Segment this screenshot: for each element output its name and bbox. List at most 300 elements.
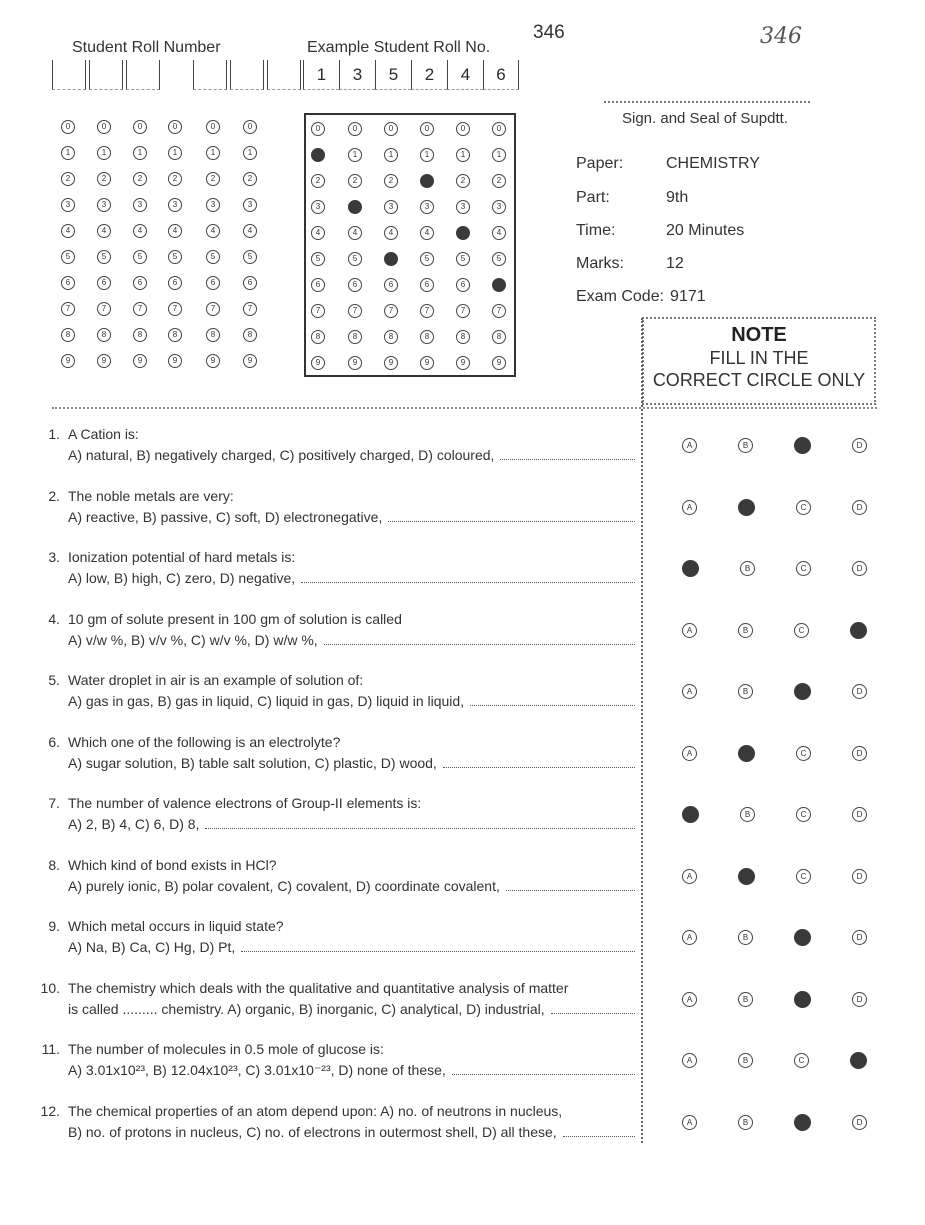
answer-bubble-c[interactable]: C <box>796 869 811 884</box>
answer-bubble-d[interactable]: D <box>852 869 867 884</box>
question-options-row <box>68 568 635 588</box>
roll-digit-bubble[interactable]: 0 <box>206 120 220 134</box>
question-options-row <box>68 999 635 1019</box>
roll-digit-bubble[interactable]: 6 <box>168 276 182 290</box>
roll-bubble-column[interactable] <box>97 120 111 368</box>
question-options: A) 2, B) 4, C) 6, D) 8, <box>68 816 200 832</box>
example-bubble-column <box>384 122 398 370</box>
roll-digit-bubble[interactable]: 4 <box>243 224 257 238</box>
answer-bubble-b[interactable] <box>738 499 755 516</box>
roll-digit-bubble[interactable]: 1 <box>243 146 257 160</box>
example-digit-bubble: 7 <box>492 304 506 318</box>
info-label: Exam Code: <box>576 288 665 305</box>
example-digit-bubble: 0 <box>311 122 325 136</box>
example-digit: 5 <box>375 60 411 90</box>
roll-digit-bubble[interactable]: 0 <box>243 120 257 134</box>
question-text: Which metal occurs in liquid state? <box>68 918 284 934</box>
roll-digit-box[interactable] <box>230 60 264 90</box>
info-time <box>576 222 744 240</box>
roll-digit-bubble[interactable]: 1 <box>168 146 182 160</box>
roll-digit-bubble[interactable]: 7 <box>61 302 75 316</box>
example-digit-bubble <box>348 200 362 214</box>
answer-bubble-c[interactable]: C <box>796 561 811 576</box>
roll-digit-bubble[interactable]: 5 <box>243 250 257 264</box>
roll-digit-bubble[interactable]: 1 <box>61 146 75 160</box>
example-digit-bubble: 7 <box>384 304 398 318</box>
answer-bubble-a[interactable]: A <box>682 438 697 453</box>
question-item <box>30 609 635 651</box>
roll-digit-box[interactable] <box>193 60 227 90</box>
question-options: A) low, B) high, C) zero, D) negative, <box>68 570 296 586</box>
example-digit-bubble: 3 <box>492 200 506 214</box>
answer-bubble-row[interactable] <box>682 746 908 762</box>
example-bubble-column <box>311 122 325 370</box>
answer-bubble-row[interactable] <box>682 807 908 823</box>
question-options-row <box>68 507 635 527</box>
answer-bubble-b[interactable]: B <box>738 623 753 638</box>
roll-digit-bubble[interactable]: 6 <box>206 276 220 290</box>
answer-leader-dots <box>241 937 635 952</box>
question-item <box>30 424 635 466</box>
example-digit-bubble: 2 <box>384 174 398 188</box>
example-digit-bubble: 5 <box>492 252 506 266</box>
answer-bubble-b[interactable]: B <box>738 930 753 945</box>
question-item <box>30 1101 635 1143</box>
example-digit-bubble: 0 <box>492 122 506 136</box>
roll-digit-bubble[interactable]: 3 <box>97 198 111 212</box>
roll-digit-bubble[interactable]: 2 <box>133 172 147 186</box>
question-text: 10 gm of solute present in 100 gm of solution is called <box>68 610 402 627</box>
info-exam-code <box>576 288 706 306</box>
info-paper <box>576 155 760 173</box>
example-bubble-column <box>420 122 434 370</box>
answer-leader-dots <box>563 1122 635 1137</box>
answer-bubble-a[interactable]: A <box>682 930 697 945</box>
example-digit-bubble: 6 <box>348 278 362 292</box>
example-digit-bubble: 8 <box>492 330 506 344</box>
answer-bubble-c[interactable]: C <box>794 623 809 638</box>
roll-bubble-column[interactable] <box>61 120 75 368</box>
example-digit: 2 <box>411 60 447 90</box>
question-text: Water droplet in air is an example of solution of: <box>68 672 364 688</box>
roll-bubble-column[interactable] <box>133 120 147 368</box>
question-number: 9. <box>48 918 60 934</box>
question-options-row <box>68 691 635 711</box>
info-value: 9th <box>666 189 689 206</box>
answer-bubble-c[interactable]: C <box>796 807 811 822</box>
question-item <box>30 670 635 712</box>
question-options: A) natural, B) negatively charged, C) positively charged, D) coloured, <box>68 447 495 463</box>
question-text: The noble metals are very: <box>68 487 234 504</box>
info-label: Paper: <box>576 155 624 172</box>
answer-bubble-c[interactable]: C <box>796 746 811 761</box>
example-digit-bubble: 6 <box>311 278 325 292</box>
answer-leader-dots <box>452 1060 635 1075</box>
answer-bubble-d[interactable] <box>850 1052 867 1069</box>
example-digit-bubble: 4 <box>311 226 325 240</box>
info-label: Part: <box>576 189 610 206</box>
example-digit-bubble <box>420 174 434 188</box>
question-text: Which one of the following is an electrolyte? <box>68 733 341 750</box>
roll-digit-bubble[interactable]: 7 <box>168 302 182 316</box>
example-roll-title: Example Student Roll No. <box>307 39 491 56</box>
question-text: The number of valence electrons of Group-II elements is: <box>68 795 422 811</box>
answer-bubble-a[interactable]: A <box>682 623 697 638</box>
answer-bubble-d[interactable] <box>850 622 867 639</box>
answer-leader-dots <box>301 568 635 583</box>
example-digit-bubble: 7 <box>456 304 470 318</box>
example-digit-bubble: 8 <box>420 330 434 344</box>
question-number: 10. <box>40 979 60 996</box>
question-item <box>30 793 635 835</box>
answer-bubble-d[interactable]: D <box>852 561 867 576</box>
answer-leader-dots <box>443 753 635 768</box>
sheet-number: 346 <box>533 22 565 43</box>
answer-bubble-a[interactable] <box>682 806 699 823</box>
roll-digit-bubble[interactable]: 8 <box>206 328 220 342</box>
roll-digit-bubble[interactable]: 3 <box>168 198 182 212</box>
answer-bubble-d[interactable]: D <box>852 807 867 822</box>
roll-digit-bubble[interactable]: 0 <box>168 120 182 134</box>
answer-leader-dots <box>324 630 635 645</box>
roll-digit-bubble[interactable]: 5 <box>206 250 220 264</box>
question-options-row <box>68 630 635 650</box>
answer-bubble-a[interactable]: A <box>682 992 697 1007</box>
example-digit-bubble: 9 <box>348 356 362 370</box>
answer-bubble-row[interactable] <box>682 869 908 885</box>
roll-digit-bubble[interactable]: 3 <box>133 198 147 212</box>
roll-digit-bubble[interactable]: 5 <box>61 250 75 264</box>
roll-digit-box[interactable] <box>52 60 86 90</box>
answer-bubble-row[interactable] <box>682 1053 908 1069</box>
example-digit-bubble: 9 <box>311 356 325 370</box>
roll-bubble-column[interactable] <box>243 120 257 368</box>
example-digit-bubble: 1 <box>456 148 470 162</box>
answer-bubble-d[interactable]: D <box>852 438 867 453</box>
question-number: 5. <box>48 672 60 688</box>
roll-digit-bubble[interactable]: 6 <box>61 276 75 290</box>
example-digit: 3 <box>339 60 375 90</box>
roll-digit-bubble[interactable]: 2 <box>206 172 220 186</box>
example-digit-bubble: 7 <box>348 304 362 318</box>
example-digit-bubble: 1 <box>348 148 362 162</box>
answer-bubble-c[interactable] <box>794 929 811 946</box>
roll-digit-box[interactable] <box>267 60 301 90</box>
answer-bubble-a[interactable]: A <box>682 1053 697 1068</box>
example-digit: 6 <box>483 60 519 90</box>
roll-digit-bubble[interactable]: 2 <box>243 172 257 186</box>
answer-bubble-b[interactable]: B <box>740 807 755 822</box>
question-text: A Cation is: <box>68 426 139 442</box>
question-number: 7. <box>48 795 60 811</box>
question-item <box>30 916 635 958</box>
question-number: 8. <box>48 856 60 873</box>
example-digit-bubble: 2 <box>456 174 470 188</box>
question-options-row <box>68 445 635 465</box>
roll-digit-bubble[interactable]: 8 <box>97 328 111 342</box>
answer-bubble-b[interactable] <box>738 868 755 885</box>
roll-digit-bubble[interactable]: 4 <box>133 224 147 238</box>
info-value: 9171 <box>670 288 706 305</box>
question-options-row <box>68 753 635 773</box>
answer-leader-dots <box>388 507 635 522</box>
question-item <box>30 1039 635 1081</box>
example-digit-bubble: 2 <box>311 174 325 188</box>
info-value: CHEMISTRY <box>666 155 760 172</box>
example-digit-bubble <box>492 278 506 292</box>
question-text: The chemistry which deals with the qualitative and quantitative analysis of matter <box>68 979 569 996</box>
section-divider <box>52 407 877 409</box>
question-options: A) v/w %, B) v/v %, C) w/v %, D) w/w %, <box>68 631 318 648</box>
roll-digit-bubble[interactable]: 2 <box>168 172 182 186</box>
example-digit-bubble: 0 <box>420 122 434 136</box>
roll-digit-bubble[interactable]: 2 <box>61 172 75 186</box>
example-digit-bubble: 4 <box>492 226 506 240</box>
roll-digit-bubble[interactable]: 9 <box>243 354 257 368</box>
answer-bubble-row[interactable] <box>682 500 908 516</box>
example-digit-bubble: 4 <box>348 226 362 240</box>
example-digit-bubble: 0 <box>384 122 398 136</box>
example-digit-bubble <box>384 252 398 266</box>
question-options-row <box>68 1122 635 1142</box>
question-options-row <box>68 876 635 896</box>
answer-bubble-b[interactable]: B <box>738 1053 753 1068</box>
answer-bubble-d[interactable]: D <box>852 500 867 515</box>
roll-digit-bubble[interactable]: 6 <box>243 276 257 290</box>
question-options: A) gas in gas, B) gas in liquid, C) liquid in gas, D) liquid in liquid, <box>68 693 465 709</box>
answer-bubble-c[interactable]: C <box>794 1053 809 1068</box>
answer-bubble-c[interactable] <box>794 683 811 700</box>
example-digit-bubble: 0 <box>348 122 362 136</box>
answer-bubble-row[interactable] <box>682 992 908 1008</box>
answer-bubble-a[interactable]: A <box>682 869 697 884</box>
question-item <box>30 855 635 897</box>
example-digit-bubble: 3 <box>384 200 398 214</box>
answer-bubble-c[interactable] <box>794 437 811 454</box>
question-item <box>30 486 635 528</box>
example-digit-bubble: 9 <box>420 356 434 370</box>
roll-digit-bubble[interactable]: 7 <box>133 302 147 316</box>
roll-digit-bubble[interactable]: 5 <box>133 250 147 264</box>
answer-bubble-b[interactable] <box>738 745 755 762</box>
question-text: Ionization potential of hard metals is: <box>68 549 296 565</box>
answer-bubble-row[interactable] <box>682 930 908 946</box>
question-text: The chemical properties of an atom depend upon: A) no. of neutrons in nucleus, <box>68 1102 563 1119</box>
question-text: The number of molecules in 0.5 mole of glucose is: <box>68 1041 384 1057</box>
answer-bubble-a[interactable] <box>682 560 699 577</box>
example-digit-bubble: 5 <box>311 252 325 266</box>
roll-digit-bubble[interactable]: 4 <box>206 224 220 238</box>
answer-bubble-a[interactable]: A <box>682 500 697 515</box>
roll-digit-bubble[interactable]: 0 <box>61 120 75 134</box>
roll-digit-bubble[interactable]: 6 <box>133 276 147 290</box>
question-number: 6. <box>48 733 60 750</box>
question-options: A) purely ionic, B) polar covalent, C) covalent, D) coordinate covalent, <box>68 877 500 894</box>
example-digit-bubble: 0 <box>456 122 470 136</box>
answer-bubble-b[interactable]: B <box>738 684 753 699</box>
example-digit-bubble: 5 <box>456 252 470 266</box>
roll-digit-bubble[interactable]: 9 <box>97 354 111 368</box>
roll-digit-bubble[interactable]: 8 <box>61 328 75 342</box>
roll-digit-bubble[interactable]: 4 <box>61 224 75 238</box>
info-value: 20 Minutes <box>666 222 745 239</box>
answer-bubble-row[interactable] <box>682 684 908 700</box>
answer-bubble-a[interactable]: A <box>682 746 697 761</box>
answer-leader-dots <box>205 814 635 829</box>
question-number: 11. <box>41 1041 60 1057</box>
note-title: NOTE <box>731 324 787 346</box>
example-digit-bubble: 1 <box>384 148 398 162</box>
example-digit-bubble: 6 <box>456 278 470 292</box>
example-digit-bubble: 4 <box>420 226 434 240</box>
answer-bubble-a[interactable]: A <box>682 684 697 699</box>
question-options-row <box>68 937 635 957</box>
question-options-row <box>68 814 635 834</box>
roll-digit-bubble[interactable]: 3 <box>243 198 257 212</box>
example-digit-bubble: 7 <box>311 304 325 318</box>
answer-bubble-b[interactable]: B <box>738 1115 753 1130</box>
answer-bubble-c[interactable]: C <box>796 500 811 515</box>
info-part <box>576 189 688 207</box>
roll-digit-bubble[interactable]: 5 <box>168 250 182 264</box>
roll-digit-bubble[interactable]: 1 <box>97 146 111 160</box>
question-number: 3. <box>48 549 60 565</box>
roll-number-boxes[interactable] <box>52 60 304 90</box>
answer-bubble-row[interactable] <box>682 623 908 639</box>
roll-digit-bubble[interactable]: 4 <box>168 224 182 238</box>
answer-bubble-row[interactable] <box>682 1115 908 1131</box>
answer-leader-dots <box>506 876 635 891</box>
roll-digit-bubble[interactable]: 9 <box>61 354 75 368</box>
handwritten-number: 346 <box>760 24 802 49</box>
question-options: A) sugar solution, B) table salt solution, C) plastic, D) wood, <box>68 754 437 771</box>
example-digit-bubble: 1 <box>420 148 434 162</box>
answer-bubble-d[interactable]: D <box>852 684 867 699</box>
roll-digit-box[interactable] <box>89 60 123 90</box>
roll-digit-bubble[interactable]: 3 <box>206 198 220 212</box>
question-options: B) no. of protons in nucleus, C) no. of electrons in outermost shell, D) all these, <box>68 1123 557 1140</box>
example-digit-bubble: 3 <box>456 200 470 214</box>
info-label: Marks: <box>576 255 624 272</box>
roll-digit-box[interactable] <box>126 60 160 90</box>
roll-bubble-column[interactable] <box>168 120 182 368</box>
roll-digit-bubble[interactable]: 7 <box>97 302 111 316</box>
example-digit-bubble: 8 <box>384 330 398 344</box>
example-bubble-column <box>348 122 362 370</box>
answer-bubble-b[interactable]: B <box>738 438 753 453</box>
roll-digit-bubble[interactable]: 3 <box>61 198 75 212</box>
roll-digit-bubble[interactable]: 9 <box>133 354 147 368</box>
example-digit-bubble: 8 <box>311 330 325 344</box>
example-digit-bubble <box>456 226 470 240</box>
example-bubble-frame <box>304 113 516 377</box>
roll-digit-bubble[interactable]: 5 <box>97 250 111 264</box>
answer-bubble-b[interactable]: B <box>738 992 753 1007</box>
roll-digit-bubble[interactable]: 1 <box>133 146 147 160</box>
example-digit-bubble: 7 <box>420 304 434 318</box>
example-digit-bubble: 6 <box>384 278 398 292</box>
question-options: A) Na, B) Ca, C) Hg, D) Pt, <box>68 939 236 955</box>
question-item <box>30 732 635 774</box>
example-digit-bubble: 5 <box>348 252 362 266</box>
answer-bubble-d[interactable]: D <box>852 746 867 761</box>
roll-digit-bubble[interactable]: 0 <box>133 120 147 134</box>
signature-line <box>604 101 810 103</box>
answer-bubble-c[interactable] <box>794 991 811 1008</box>
question-number: 12. <box>40 1102 60 1119</box>
question-number: 4. <box>48 610 60 627</box>
example-digit-bubble: 9 <box>384 356 398 370</box>
answer-bubble-d[interactable]: D <box>852 1115 867 1130</box>
example-digit-bubble: 2 <box>348 174 362 188</box>
example-digit-bubble: 8 <box>456 330 470 344</box>
example-digit-bubble: 6 <box>420 278 434 292</box>
roll-digit-bubble[interactable]: 2 <box>97 172 111 186</box>
question-number: 2. <box>48 487 60 504</box>
roll-digit-bubble[interactable]: 1 <box>206 146 220 160</box>
example-digit: 1 <box>303 60 339 90</box>
note-box <box>642 317 876 405</box>
answer-bubble-row[interactable] <box>682 561 908 577</box>
roll-number-title: Student Roll Number <box>72 39 221 56</box>
answer-leader-dots <box>551 999 635 1014</box>
question-options: is called ......... chemistry. A) organic, B) inorganic, C) analytical, D) industrial, <box>68 1000 545 1017</box>
example-roll-boxes <box>303 60 519 90</box>
example-digit-bubble: 3 <box>420 200 434 214</box>
example-bubble-column <box>456 122 470 370</box>
question-options: A) 3.01x10²³, B) 12.04x10²³, C) 3.01x10⁻²³, D) none of these, <box>68 1062 446 1078</box>
roll-digit-bubble[interactable]: 4 <box>97 224 111 238</box>
sign-seal-label: Sign. and Seal of Supdtt. <box>622 110 788 127</box>
roll-digit-bubble[interactable]: 7 <box>206 302 220 316</box>
roll-digit-bubble[interactable]: 0 <box>97 120 111 134</box>
example-digit-bubble: 1 <box>492 148 506 162</box>
question-options-row <box>68 1060 635 1080</box>
note-line-1: FILL IN THE <box>709 348 809 368</box>
example-digit-bubble: 3 <box>311 200 325 214</box>
question-item <box>30 547 635 589</box>
note-line-2: CORRECT CIRCLE ONLY <box>652 370 866 390</box>
roll-digit-bubble[interactable]: 9 <box>206 354 220 368</box>
roll-digit-bubble[interactable]: 8 <box>243 328 257 342</box>
info-marks <box>576 255 684 273</box>
example-digit-bubble: 8 <box>348 330 362 344</box>
answer-column-divider <box>641 318 643 1143</box>
answer-bubble-row[interactable] <box>682 438 908 454</box>
answer-bubble-c[interactable] <box>794 1114 811 1131</box>
roll-digit-bubble[interactable]: 7 <box>243 302 257 316</box>
info-value: 12 <box>666 255 684 272</box>
example-digit-bubble: 9 <box>456 356 470 370</box>
example-digit-bubble: 9 <box>492 356 506 370</box>
info-label: Time: <box>576 222 616 239</box>
roll-digit-bubble[interactable]: 6 <box>97 276 111 290</box>
roll-bubble-column[interactable] <box>206 120 220 368</box>
question-options: A) reactive, B) passive, C) soft, D) electronegative, <box>68 508 383 525</box>
roll-digit-bubble[interactable]: 8 <box>133 328 147 342</box>
answer-bubble-b[interactable]: B <box>740 561 755 576</box>
answer-bubble-d[interactable]: D <box>852 930 867 945</box>
example-digit-bubble: 5 <box>420 252 434 266</box>
example-digit-bubble: 2 <box>492 174 506 188</box>
answer-bubble-d[interactable]: D <box>852 992 867 1007</box>
roll-digit-bubble[interactable]: 9 <box>168 354 182 368</box>
question-item <box>30 978 635 1020</box>
roll-digit-bubble[interactable]: 8 <box>168 328 182 342</box>
answer-bubble-a[interactable]: A <box>682 1115 697 1130</box>
question-number: 1. <box>48 426 60 442</box>
answer-leader-dots <box>500 445 635 460</box>
